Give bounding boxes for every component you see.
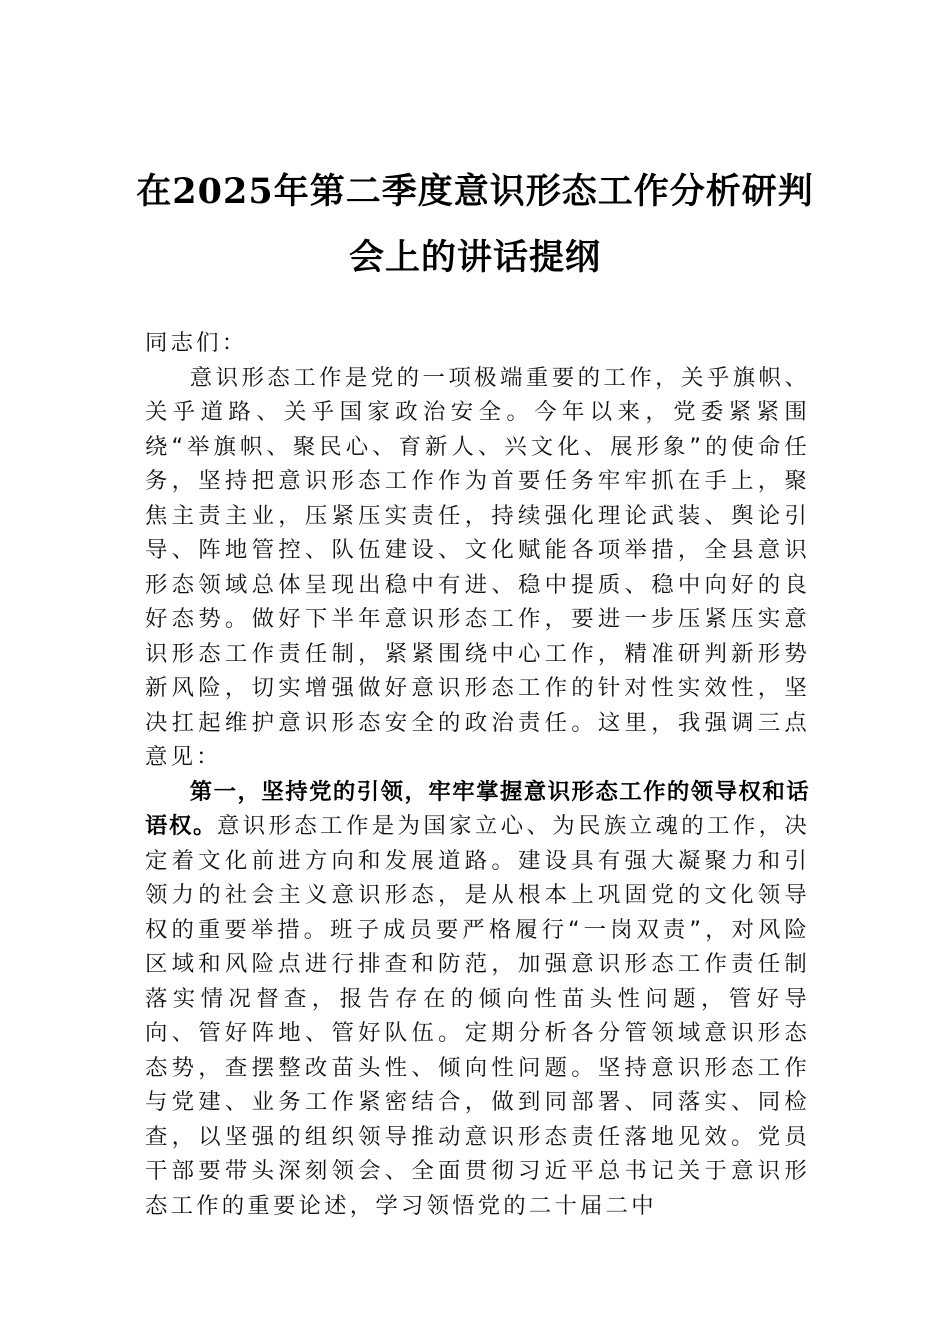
paragraph-section-1 bbox=[145, 775, 810, 1224]
document-title-line-1: 在2025年第二季度意识形态工作分析研判 bbox=[136, 171, 814, 212]
paragraph-intro: 意识形态工作是党的一项极端重要的工作，关乎旗帜、关乎道路、关乎国家政治安全。今年以来，党委紧紧围绕“举旗帜、聚民心、育新人、兴文化、展形象”的使命任务，坚持把意识形态工作作为首要任务牢牢抓在手上，聚焦主责主业，压紧压实责任，持续强化理论武装、舆论引导、阵地管控、队伍建设、文化赋能各项举措，全县意识形态领域总体呈现出稳中有进、稳中提质、稳中向好的良好态势。做好下半年意识形态工作，要进一步压紧压实意识形态工作责任制，紧紧围绕中心工作，精准研判新形势新风险，切实增强做好意识形态工作的针对性实效性，坚决扛起维护意识形态安全的政治责任。这里，我强调三点意见： bbox=[145, 364, 810, 770]
document-body bbox=[145, 326, 810, 1223]
section-1-body: 意识形态工作是为国家立心、为民族立魂的工作，决定着文化前进方向和发展道路。建设具有强大凝聚力和引领力的社会主义意识形态，是从根本上巩固党的文化领导权的重要举措。班子成员要严格履行“一岗双责”，对风险区域和风险点进行排查和防范，加强意识形态工作责任制落实情况督查，报告存在的倾向性苗头性问题，管好导向、管好阵地、管好队伍。定期分析各分管领域意识形态态势，查摆整改苗头性、倾向性问题。坚持意识形态工作与党建、业务工作紧密结合，做到同部署、同落实、同检查，以坚强的组织领导推动意识形态责任落地见效。党员干部要带头深刻领会、全面贯彻习近平总书记关于意识形态工作的重要论述，学习领悟党的二十届二中 bbox=[145, 813, 810, 1219]
document-title-line-2: 会上的讲话提纲 bbox=[348, 237, 601, 278]
salutation: 同志们： bbox=[145, 330, 248, 356]
section-1-heading: 第一，坚持党的引领，牢牢掌握意识形态工作的领导权和话语权。 bbox=[145, 778, 810, 839]
